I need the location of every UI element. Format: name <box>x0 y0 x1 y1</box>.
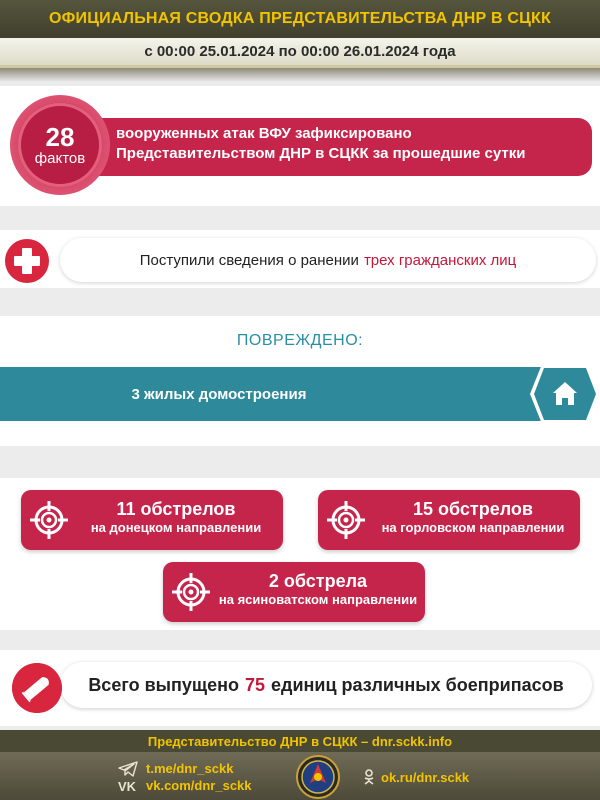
shelling-card-yasinovataya <box>163 562 425 622</box>
footer <box>0 752 600 800</box>
ammo-message <box>60 662 592 708</box>
footer-site: Представительство ДНР в СЦКК – dnr.sckk.info <box>147 733 453 749</box>
injuries-section <box>0 230 600 288</box>
report-title: ОФИЦИАЛЬНАЯ СВОДКА ПРЕДСТАВИТЕЛЬСТВА ДНР В СЦКК <box>49 10 551 27</box>
attacks-count-unit: фактов <box>34 150 86 167</box>
odnoklassniki-icon <box>363 769 375 785</box>
damaged-section <box>0 316 600 446</box>
shelling-count: 2 обстрела <box>268 571 368 591</box>
vk-link[interactable] <box>118 777 252 794</box>
crosshair-icon <box>29 500 69 540</box>
crosshair-icon <box>326 500 366 540</box>
ammo-suffix: единиц различных боеприпасов <box>271 674 564 695</box>
injuries-text: Поступили сведения о ранении <box>139 251 359 269</box>
shelling-direction: на ясиноватском направлении <box>218 592 418 607</box>
ok-handle: ok.ru/dnr.sckk <box>381 769 470 785</box>
report-period: с 00:00 25.01.2024 по 00:00 26.01.2024 года <box>144 43 456 60</box>
social-links-left <box>118 760 252 794</box>
damaged-band <box>0 367 548 421</box>
ammo-section <box>0 650 600 726</box>
svg-text:VK: VK <box>118 778 137 793</box>
telegram-link[interactable] <box>118 760 252 777</box>
ammo-number: 75 <box>244 674 266 695</box>
footer-site-band <box>0 730 600 752</box>
shelling-count: 15 обстрелов <box>413 499 533 519</box>
home-icon <box>520 362 600 426</box>
shelling-direction: на горловском направлении <box>381 520 565 535</box>
attacks-line-2: Представительством ДНР в СЦКК за прошедшие сутки <box>116 145 526 162</box>
telegram-icon <box>118 761 138 777</box>
bullet-icon <box>12 663 62 713</box>
attacks-section <box>0 86 600 206</box>
damaged-item: 3 жилых домостроения <box>131 385 307 403</box>
injuries-message <box>60 238 596 282</box>
crosshair-icon <box>171 572 211 612</box>
report-header <box>0 0 600 38</box>
attacks-line-1: вооруженных атак ВФУ зафиксировано <box>116 125 412 142</box>
attacks-count: 28 <box>45 122 75 152</box>
shelling-card-gorlovka <box>318 490 580 550</box>
shelling-direction: на донецком направлении <box>90 520 262 535</box>
vk-icon <box>118 779 138 793</box>
telegram-handle: t.me/dnr_sckk <box>146 761 234 776</box>
attacks-banner <box>86 118 592 176</box>
medical-cross-icon <box>5 239 49 283</box>
ammo-prefix: Всего выпущено <box>88 674 239 695</box>
attacks-count-badge <box>10 95 110 195</box>
emblem-icon <box>296 755 340 799</box>
ok-link[interactable] <box>363 769 469 785</box>
injuries-highlight: трех гражданских лиц <box>363 251 517 269</box>
header-shadow <box>0 68 600 82</box>
shelling-card-donetsk <box>21 490 283 550</box>
period-bar <box>0 38 600 68</box>
shelling-count: 11 обстрелов <box>116 499 236 519</box>
damaged-title: ПОВРЕЖДЕНО: <box>236 332 364 349</box>
shellings-section <box>0 478 600 630</box>
vk-handle: vk.com/dnr_sckk <box>146 778 252 793</box>
